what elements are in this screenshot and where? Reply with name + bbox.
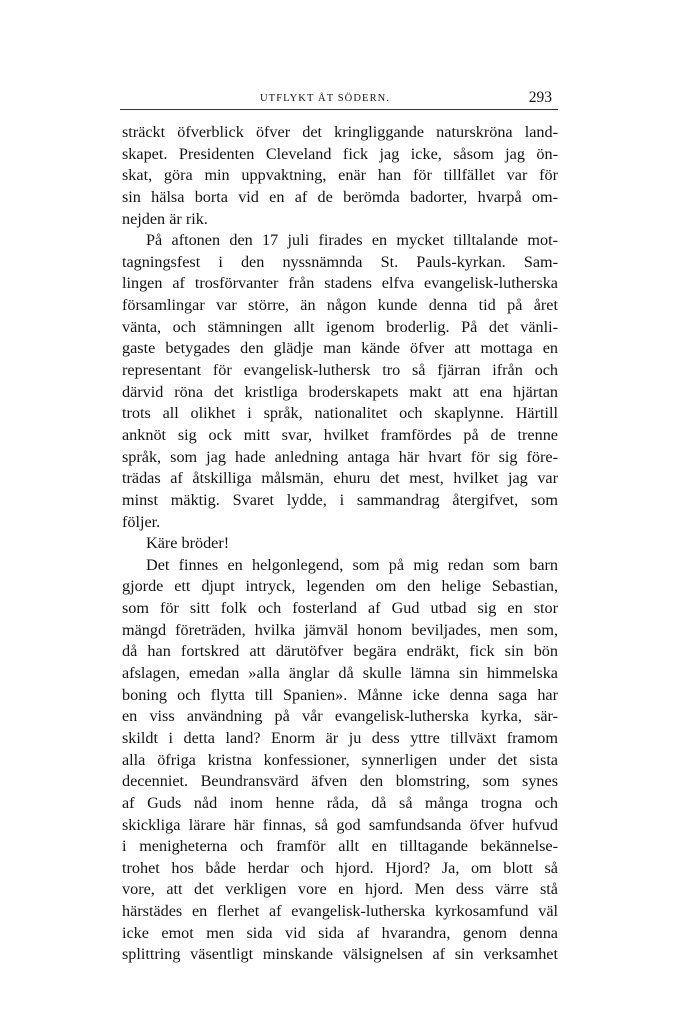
text-line: trots all olikhet i språk, nationalitet och skaplynne. Härtill [122,404,558,423]
text-line: skildt i detta land? Enorm är ju dess yttre tillväxt framom [122,728,558,747]
text-line: Det finnes en helgonlegend, som på mig redan som barn [146,555,558,574]
text-line: följer. [122,512,161,531]
text-line: församlingar var större, än någon kunde denna tid på året [122,296,558,315]
text-line: På aftonen den 17 juli firades en mycket tilltalande mot- [146,231,558,250]
text-line: därvid röna det kristliga broderskapets makt att ena hjärtan [122,382,558,401]
body-text [122,122,558,966]
text-line: trohet hos både herdar och hjord. Hjord? Ja, om blott så [122,858,558,877]
text-line: mängd företräden, hvilka jämväl honom beviljades, men som, [122,620,558,639]
text-line: anknöt sig ock mitt svar, hvilket framfördes på de trenne [122,425,558,444]
text-line: sträckt öfverblick öfver det kringliggande naturskröna land- [122,123,558,141]
text-line: tagningsfest i den nyssnämnda St. Pauls-kyrkan. Sam- [122,252,558,271]
text-line: då han fortskred att därutöfver begära endräkt, fick sin bön [122,642,558,661]
text-line: icke emot men sida vid sida af hvarandra, genom denna [122,923,558,942]
text-line: representant för evangelisk-luthersk tro så fjärran ifrån och [122,361,558,380]
text-line: gjorde ett djupt intryck, legenden om den helige Sebastian, [122,577,558,596]
text-line: härstädes en flerhet af evangelisk-lutherska kyrkosamfund väl [122,902,558,921]
running-header [120,91,558,115]
text-line: språk, som jag hade anledning antaga här hvart för sig före- [122,447,558,466]
text-line: en viss användning på vår evangelisk-lutherska kyrka, sär- [122,707,558,726]
text-line: boning och flytta till Spanien». Månne icke denna saga har [122,685,558,704]
text-line: trädas af åtskilliga målsmän, ehuru det mest, hvilket jag var [122,469,558,488]
text-line: Käre bröder! [146,534,230,553]
header-rule [120,109,558,110]
text-line: nejden är rik. [122,209,208,228]
text-line: sin hälsa borta vid en af de berömda badorter, hvarpå om- [122,187,558,206]
text-line: alla öfriga kristna konfessioner, synnerligen under det sista [122,750,558,769]
text-line: minst mäktig. Svaret lydde, i sammandrag återgifvet, som [122,490,558,509]
text-line: som för sitt folk och fosterland af Gud utbad sig en stor [122,599,558,618]
text-line: afslagen, emedan »alla änglar då skulle lämna sin himmelska [122,664,558,683]
text-line: splittring väsentligt minskande välsignelsen af sin verksamhet [122,945,558,964]
text-line: skat, göra min uppvaktning, enär han för tillfället var för [122,166,558,185]
text-line: skapet. Presidenten Cleveland fick jag icke, såsom jag ön- [122,144,558,163]
text-line: af Guds nåd inom henne råda, då så många trogna och [122,793,558,812]
text-line: vänta, och stämningen allt igenom broderlig. På det vänli- [122,317,558,336]
text-line: vore, att det verkligen vore en hjord. Men dess värre stå [122,880,558,899]
running-title: UTFLYKT ÅT SÖDERN. [260,93,391,104]
page-number: 293 [528,89,552,106]
text-line: i menigheterna och framför allt en tilltagande bekännelse- [122,837,558,856]
text-line: decenniet. Beundransvärd äfven den blomstring, som synes [122,772,558,791]
text-line: gaste betygades den glädje man kände öfver att mottaga en [122,339,558,358]
text-line: lingen af trosförvanter från stadens elfva evangelisk-lutherska [122,274,558,293]
text-line: skickliga lärare här finnas, så god samfundsanda öfver hufvud [122,815,558,834]
